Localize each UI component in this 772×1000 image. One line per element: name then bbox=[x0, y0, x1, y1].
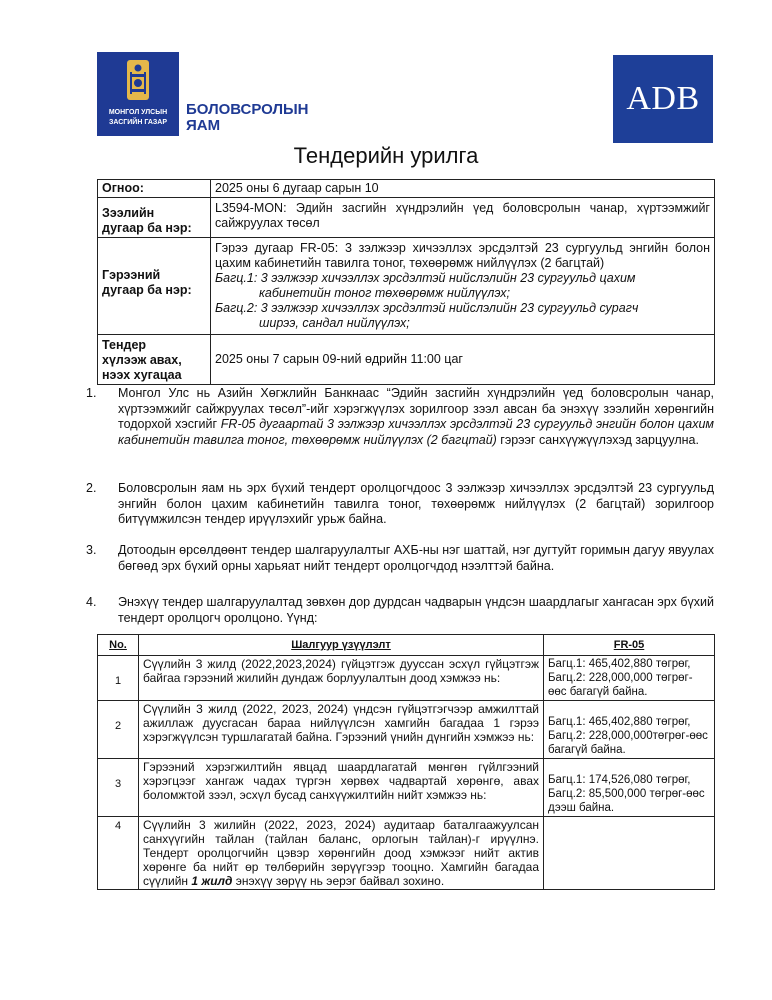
table-row bbox=[98, 817, 715, 890]
contract-row bbox=[98, 238, 715, 335]
lot2-line2: ширээ, сандал нийлүүлэх; bbox=[259, 316, 410, 330]
contract-label-2: дугаар ба нэр: bbox=[102, 283, 192, 297]
adb-logo: ADB bbox=[613, 55, 713, 143]
paragraph-1-pre: Монгол Улс нь Азийн Хөгжлийн Банкнаас “Эдийн засгийн хүндрэлийн үед боловсролын чанар, хүртээмжийг сайжруулах төсөл”-ийг хэрэгжүүлэх зорилгоор зээл авсан ба энэхүү зээлийн хөрөнгийн тодорхой хэсгийг bbox=[118, 386, 714, 431]
criteria-text: Гэрээний хэрэгжилтийн явцад шаардлагатай мөнгөн гүйлгээний хэрэгцээг хангаж чадах түргэн хөрвөх чадвартай хөрөнгө, авах боломжтой зээл, эсхүл бусад санхүүжилтийн нийт хэмжээ нь: bbox=[139, 759, 544, 817]
header-fr05: FR-05 bbox=[544, 635, 715, 656]
criteria-4-pre: Сүүлийн 3 жилийн (2022, 2023, 2024) аудитаар баталгаажуулсан санхүүгийн тайлан (тайлан баланс, орлогын тайлан)-г ирүүлнэ. Тендерт оролцогчийн цэвэр хөрөнгийн доод хэмжээг нийт актив хөрөнге ба нийт өр төлбөрийн зөрүүгээр тооцно. Хамгийн багадаа сүүлийн bbox=[143, 818, 539, 888]
paragraph-number: 3. bbox=[86, 543, 97, 557]
row-number: 4 bbox=[98, 817, 139, 890]
contract-label-1: Гэрээний bbox=[102, 268, 161, 282]
fr05-value bbox=[544, 817, 715, 890]
deadline-row bbox=[98, 335, 715, 385]
criteria-4-post: энэхүү зөрүү нь эерэг байвал зохино. bbox=[232, 874, 445, 888]
deadline-label-2: хүлээж авах, bbox=[102, 353, 182, 367]
ministry-line-2: ЯАМ bbox=[186, 117, 221, 134]
date-label: Огноо: bbox=[98, 180, 211, 198]
criteria-4-bold: 1 жилд bbox=[191, 874, 233, 888]
paragraph-text bbox=[118, 386, 714, 448]
loan-label-2: дугаар ба нэр: bbox=[102, 221, 192, 235]
tender-info-table bbox=[97, 179, 715, 385]
contract-label bbox=[98, 238, 211, 335]
loan-row bbox=[98, 198, 715, 238]
qualification-criteria-table bbox=[97, 634, 715, 890]
header-no: No. bbox=[98, 635, 139, 656]
paragraph-number: 1. bbox=[86, 386, 97, 400]
criteria-header-row bbox=[98, 635, 715, 656]
criteria-text: Сүүлийн 3 жилд (2022,2023,2024) гүйцэтгэж дууссан эсхүл гүйцэтгэж байгаа гэрээний жилийн дундаж борлуулалтын доод хэмжээ нь: bbox=[139, 656, 544, 701]
contract-value-cell bbox=[211, 238, 715, 335]
gov-logo-text-1: МОНГОЛ УЛСЫН bbox=[108, 109, 168, 116]
paragraph-number: 2. bbox=[86, 481, 97, 495]
deadline-value: 2025 оны 7 сарын 09-ний өдрийн 11:00 цаг bbox=[211, 335, 715, 385]
gov-logo-text-2: ЗАСГИЙН ГАЗАР bbox=[108, 119, 168, 126]
deadline-label bbox=[98, 335, 211, 385]
paragraph-2 bbox=[86, 481, 714, 528]
lot1-line1: Багц.1: 3 ээлжээр хичээллэх эрсдэлтэй нийслэлийн 23 сургуульд цахим bbox=[215, 271, 636, 285]
criteria-text bbox=[139, 817, 544, 890]
ministry-name bbox=[186, 102, 309, 134]
mongolian-government-logo bbox=[97, 52, 179, 136]
deadline-label-1: Тендер bbox=[102, 338, 147, 352]
ministry-line-1: БОЛОВСРОЛЫН bbox=[186, 101, 309, 118]
criteria-text: Сүүлийн 3 жилд (2022, 2023, 2024) үндсэн гүйцэтгэгчээр амжилттай ажиллаж дуусгасан бараа нийлүүлсэн хамгийн багадаа 1 гэрээ хэрэгжүүлсэн туршлагатай байна. Гэрээний үнийн дүнгийн хэмжээ нь: bbox=[139, 701, 544, 759]
loan-value: L3594-MON: Эдийн засгийн хүндрэлийн үед боловсролын чанар, хүртээмжийг сайжруулах төсөл bbox=[211, 198, 715, 238]
page-title: Тендерийн урилга bbox=[293, 143, 479, 168]
lot2-line1: Багц.2: 3 ээлжээр хичээллэх эрсдэлтэй нийслэлийн 23 сургуульд сурагч bbox=[215, 301, 639, 315]
row-number: 3 bbox=[98, 759, 139, 817]
header-criteria: Шалгуур үзүүлэлт bbox=[139, 635, 544, 656]
fr05-value: Багц.1: 465,402,880 төгрөг, Багц.2: 228,000,000төгрөг-өөс багагүй байна. bbox=[544, 701, 715, 759]
row-number: 2 bbox=[98, 701, 139, 759]
fr05-value: Багц.1: 465,402,880 төгрөг, Багц.2: 228,000,000 төгрөг-өөс багагүй байна. bbox=[544, 656, 715, 701]
deadline-label-3: нээх хугацаа bbox=[102, 368, 182, 382]
paragraph-text: Энэхүү тендер шалгаруулалтад зөвхөн дор дурдсан чадварын үндсэн шаардлагыг хангасан эрх бүхий тендерт оролцогч оролцоно. Үүнд: bbox=[118, 595, 714, 625]
paragraph-text: Дотоодын өрсөлдөөнт тендер шалгаруулалтыг АХБ-ны нэг шаттай, нэг дугтуйт горимын дагуу явуулах бөгөөд эрх бүхий орны харьяат нийт тендерт оролцогчдод нээлттэй байна. bbox=[118, 543, 714, 573]
table-row bbox=[98, 759, 715, 817]
fr05-value: Багц.1: 174,526,080 төгрөг, Багц.2: 85,500,000 төгрөг-өөс дээш байна. bbox=[544, 759, 715, 817]
loan-label bbox=[98, 198, 211, 238]
paragraph-1 bbox=[86, 386, 714, 448]
paragraph-number: 4. bbox=[86, 595, 97, 609]
date-value: 2025 оны 6 дугаар сарын 10 bbox=[211, 180, 715, 198]
table-row bbox=[98, 656, 715, 701]
row-number: 1 bbox=[98, 656, 139, 701]
paragraph-4 bbox=[86, 595, 714, 626]
contract-value: Гэрээ дугаар FR-05: 3 зэлжээр хичээллэх эрсдэлтэй 23 сургуульд энгийн болон цахим кабинетийн тавилга тоног, төхөөрөмж нийлүүлэх (2 багцтай) bbox=[215, 241, 710, 270]
paragraph-1-post: гэрээг санхүүжүүлэхэд зарцуулна. bbox=[496, 432, 699, 447]
paragraph-3 bbox=[86, 543, 714, 574]
soyombo-emblem-icon bbox=[123, 58, 153, 102]
table-row bbox=[98, 701, 715, 759]
date-row bbox=[98, 180, 715, 198]
loan-label-1: Зээлийн bbox=[102, 206, 155, 220]
paragraph-1-italic: FR-05 дугаартай 3 ээлжээр хичээллэх эрсдэлтэй 23 сургуульд энгийн болон цахим кабинетийн тавилга тоног, төхөөрөмж нийлүүлэх (2 багцтай) bbox=[118, 417, 714, 447]
lot1-line2: кабинетийн тоног төхөөрөмж нийлүүлэх; bbox=[259, 286, 510, 300]
paragraph-text: Боловсролын яам нь эрх бүхий тендерт оролцогчдоос 3 ээлжээр хичээллэх эрсдэлтэй 23 сургуульд энгийн болон цахим кабинетийн тавилга тоног, төхөөрөмж нийлүүлэх (2 багцтай) зорилгоор битүүмжилсэн тендер ирүүлэхийг урьж байна. bbox=[118, 481, 714, 526]
